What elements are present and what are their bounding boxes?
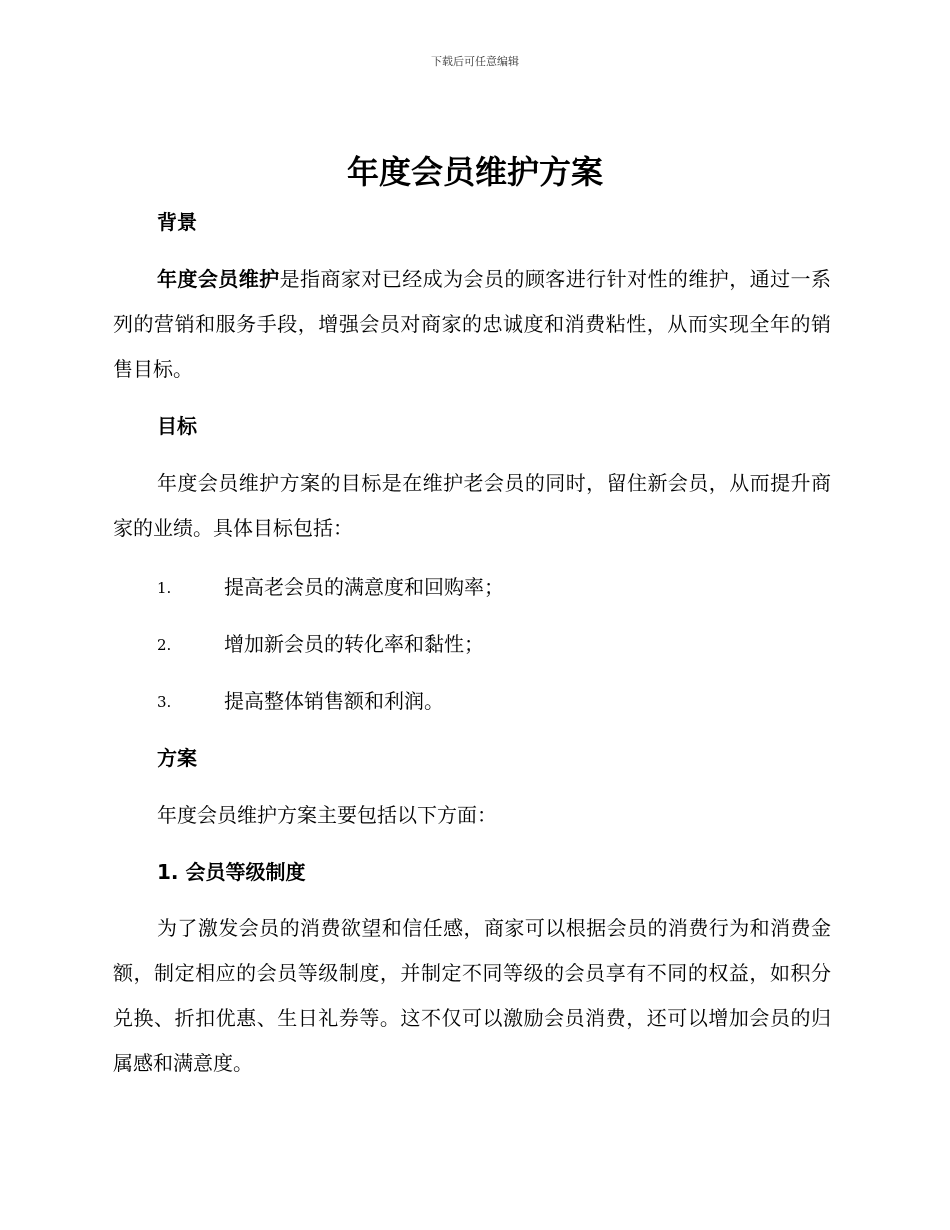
heading-plan: 方案 bbox=[157, 746, 197, 770]
list-item-number: 2. bbox=[157, 636, 172, 654]
heading-background: 背景 bbox=[157, 210, 197, 234]
list-item-number: 3. bbox=[157, 693, 172, 711]
list-item bbox=[157, 572, 837, 602]
list-item bbox=[157, 629, 837, 659]
bold-lead-text: 年度会员维护 bbox=[157, 267, 280, 291]
paragraph-membership-tiers: 为了激发会员的消费欲望和信任感，商家可以根据会员的消费行为和消费金额，制定相应的会员等级制度，并制定不同等级的会员享有不同的权益，如积分兑换、折扣优惠、生日礼券等。这不仅可以激励会员消费，还可以增加会员的归属感和满意度。 bbox=[113, 916, 831, 1075]
paragraph-background bbox=[113, 257, 831, 392]
heading-goal: 目标 bbox=[157, 414, 197, 438]
list-item-text: 增加新会员的转化率和黏性； bbox=[224, 632, 484, 656]
document-title: 年度会员维护方案 bbox=[346, 153, 603, 191]
list-item bbox=[157, 686, 837, 716]
header-note: 下载后可任意编辑 bbox=[431, 55, 519, 68]
list-item-number: 1. bbox=[157, 579, 172, 597]
heading-membership-tiers: 1. 会员等级制度 bbox=[157, 860, 306, 884]
list-item-text: 提高老会员的满意度和回购率； bbox=[224, 575, 504, 599]
list-item-text: 提高整体销售额和利润。 bbox=[224, 689, 444, 713]
paragraph-plan: 年度会员维护方案主要包括以下方面： bbox=[157, 803, 497, 827]
paragraph-goal: 年度会员维护方案的目标是在维护老会员的同时，留住新会员，从而提升商家的业绩。具体目标包括： bbox=[113, 471, 831, 540]
paragraph-background-body: 是指商家对已经成为会员的顾客进行针对性的维护，通过一系列的营销和服务手段，增强会员对商家的忠诚度和消费粘性，从而实现全年的销售目标。 bbox=[113, 267, 831, 381]
